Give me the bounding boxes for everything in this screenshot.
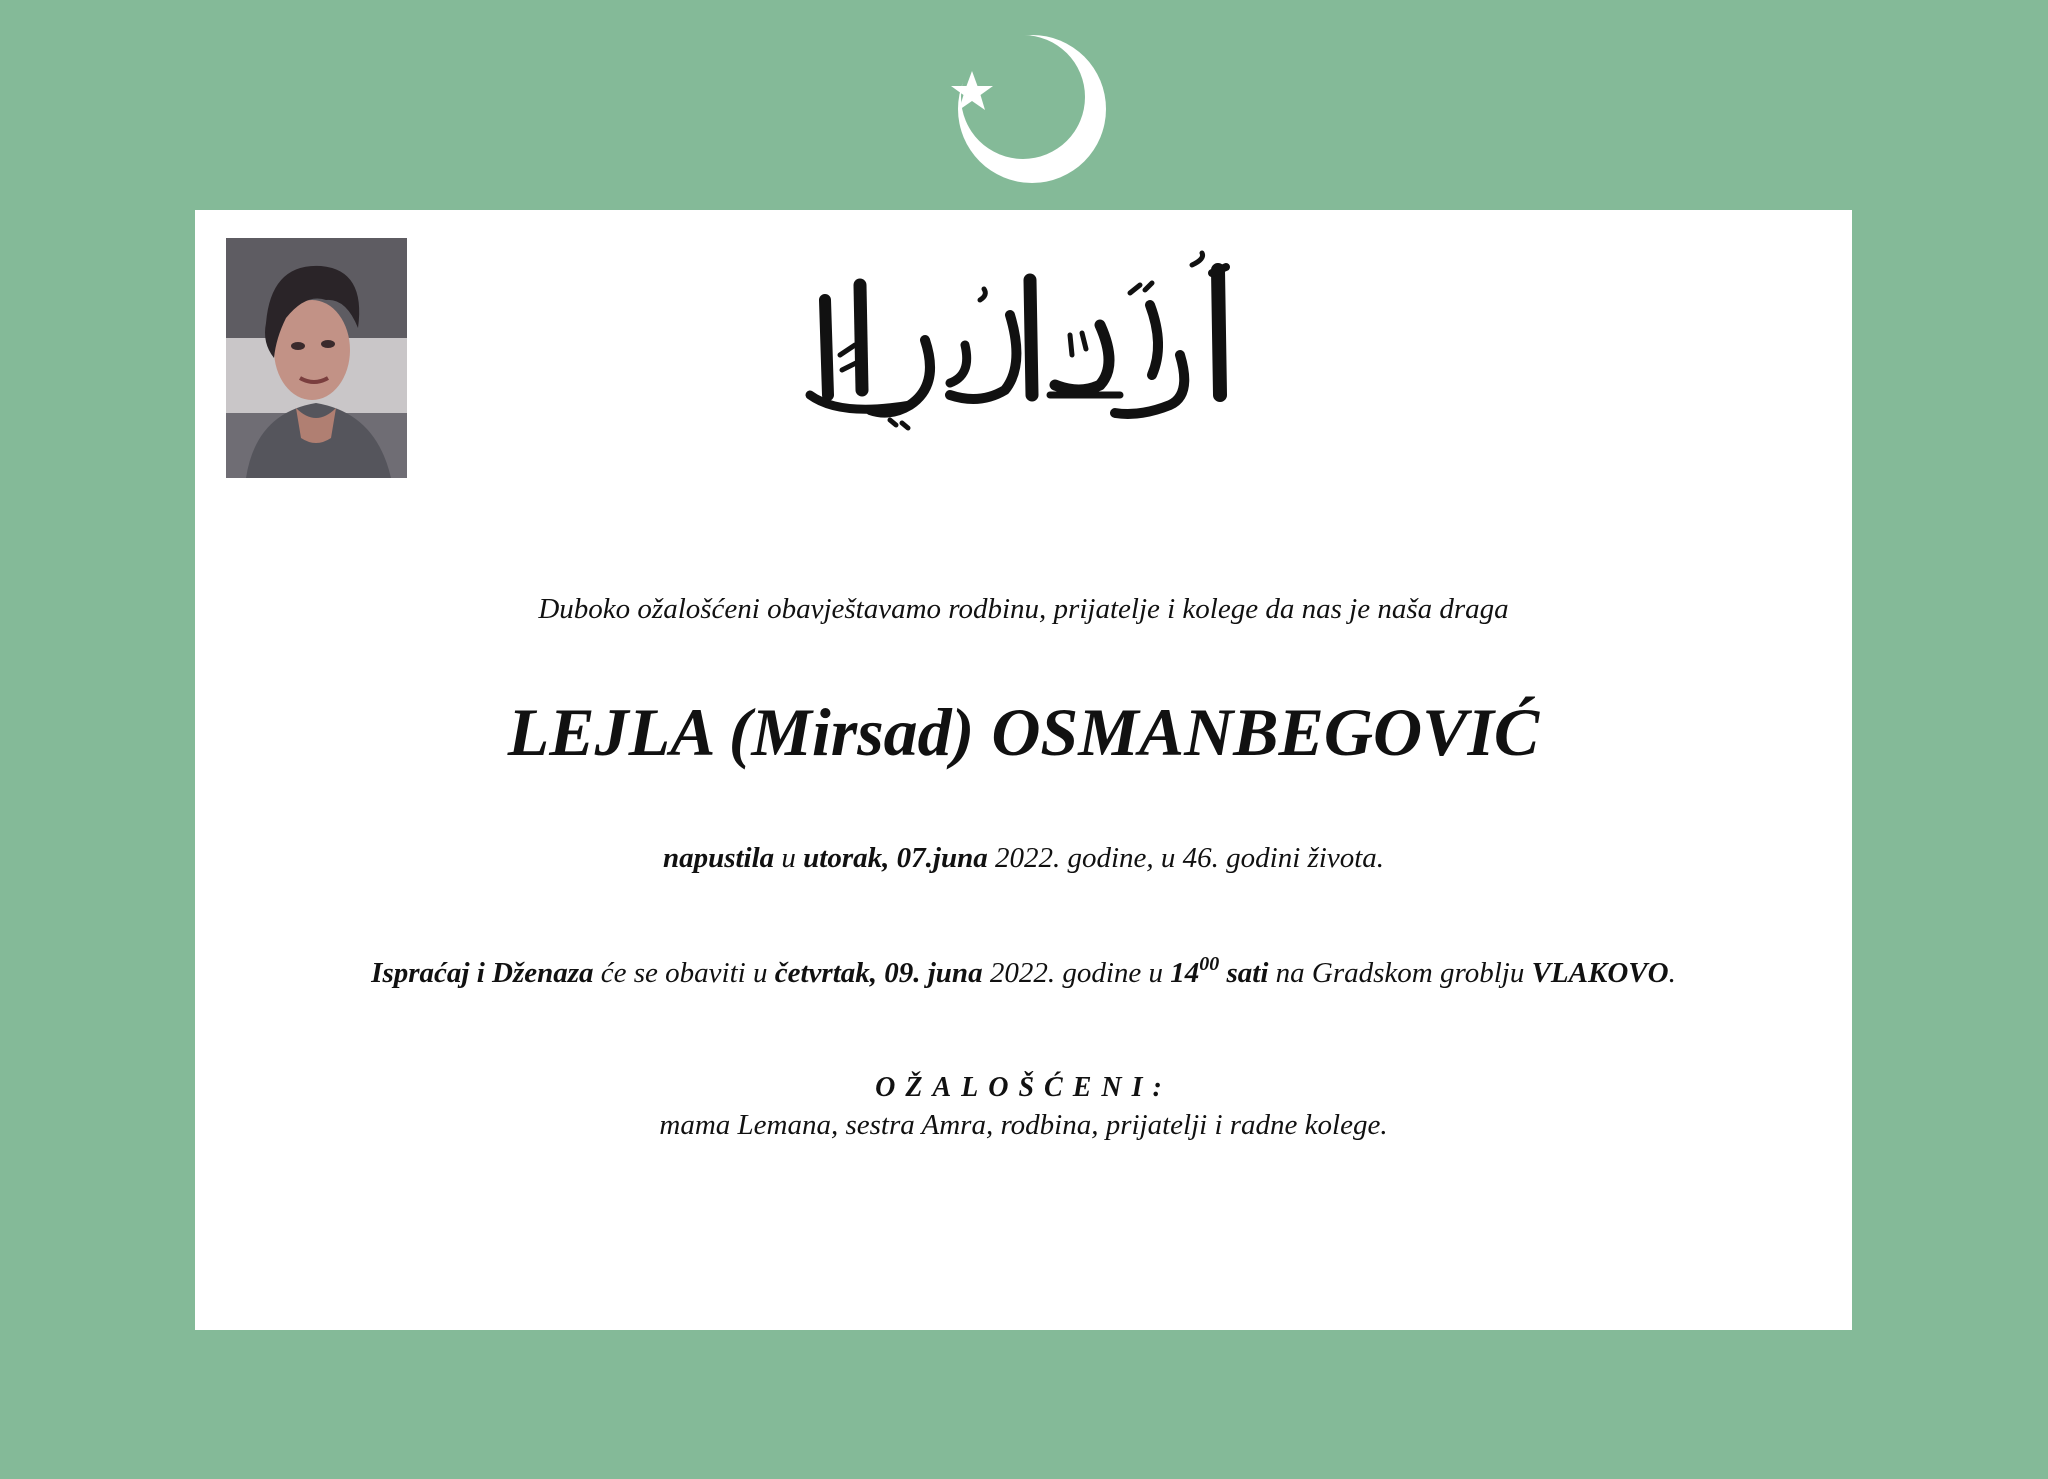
funeral-text-2: 2022. godine u <box>982 957 1171 989</box>
arabic-calligraphy-icon <box>800 245 1260 460</box>
funeral-place: VLAKOVO <box>1531 957 1669 989</box>
funeral-text-1: će se obaviti u <box>593 957 775 989</box>
passed-u: u <box>774 842 804 874</box>
mourners-title: OŽALOŠĆENI: <box>875 1072 1172 1103</box>
funeral-end: . <box>1668 957 1676 989</box>
funeral-event: Ispraćaj i Dženaza <box>371 957 594 989</box>
funeral-text-3: na Gradskom groblju <box>1268 957 1532 989</box>
deceased-name: LEJLA (Mirsad) OSMANBEGOVIĆ <box>507 694 1540 770</box>
intro-text: Duboko ožalošćeni obavještavamo rodbinu, prijatelje i kolege da nas je naša draga <box>538 593 1509 625</box>
passed-day-date: utorak, 07.juna <box>803 842 988 874</box>
funeral-info-line <box>195 953 1852 990</box>
passed-rest: 2022. godine, u 46. godini života. <box>987 842 1385 874</box>
funeral-sati: sati <box>1219 957 1269 989</box>
funeral-minutes: 00 <box>1199 953 1220 975</box>
passed-verb: napustila <box>662 842 775 874</box>
obituary-card <box>195 210 1852 1330</box>
mourners-list: mama Lemana, sestra Amra, rodbina, prijatelji i radne kolege. <box>659 1109 1388 1141</box>
passing-date-line <box>195 842 1852 875</box>
crescent-star-icon <box>935 25 1115 195</box>
funeral-hour: 14 <box>1170 957 1200 989</box>
deceased-photo <box>226 238 407 478</box>
funeral-day-date: četvrtak, 09. juna <box>774 957 983 989</box>
